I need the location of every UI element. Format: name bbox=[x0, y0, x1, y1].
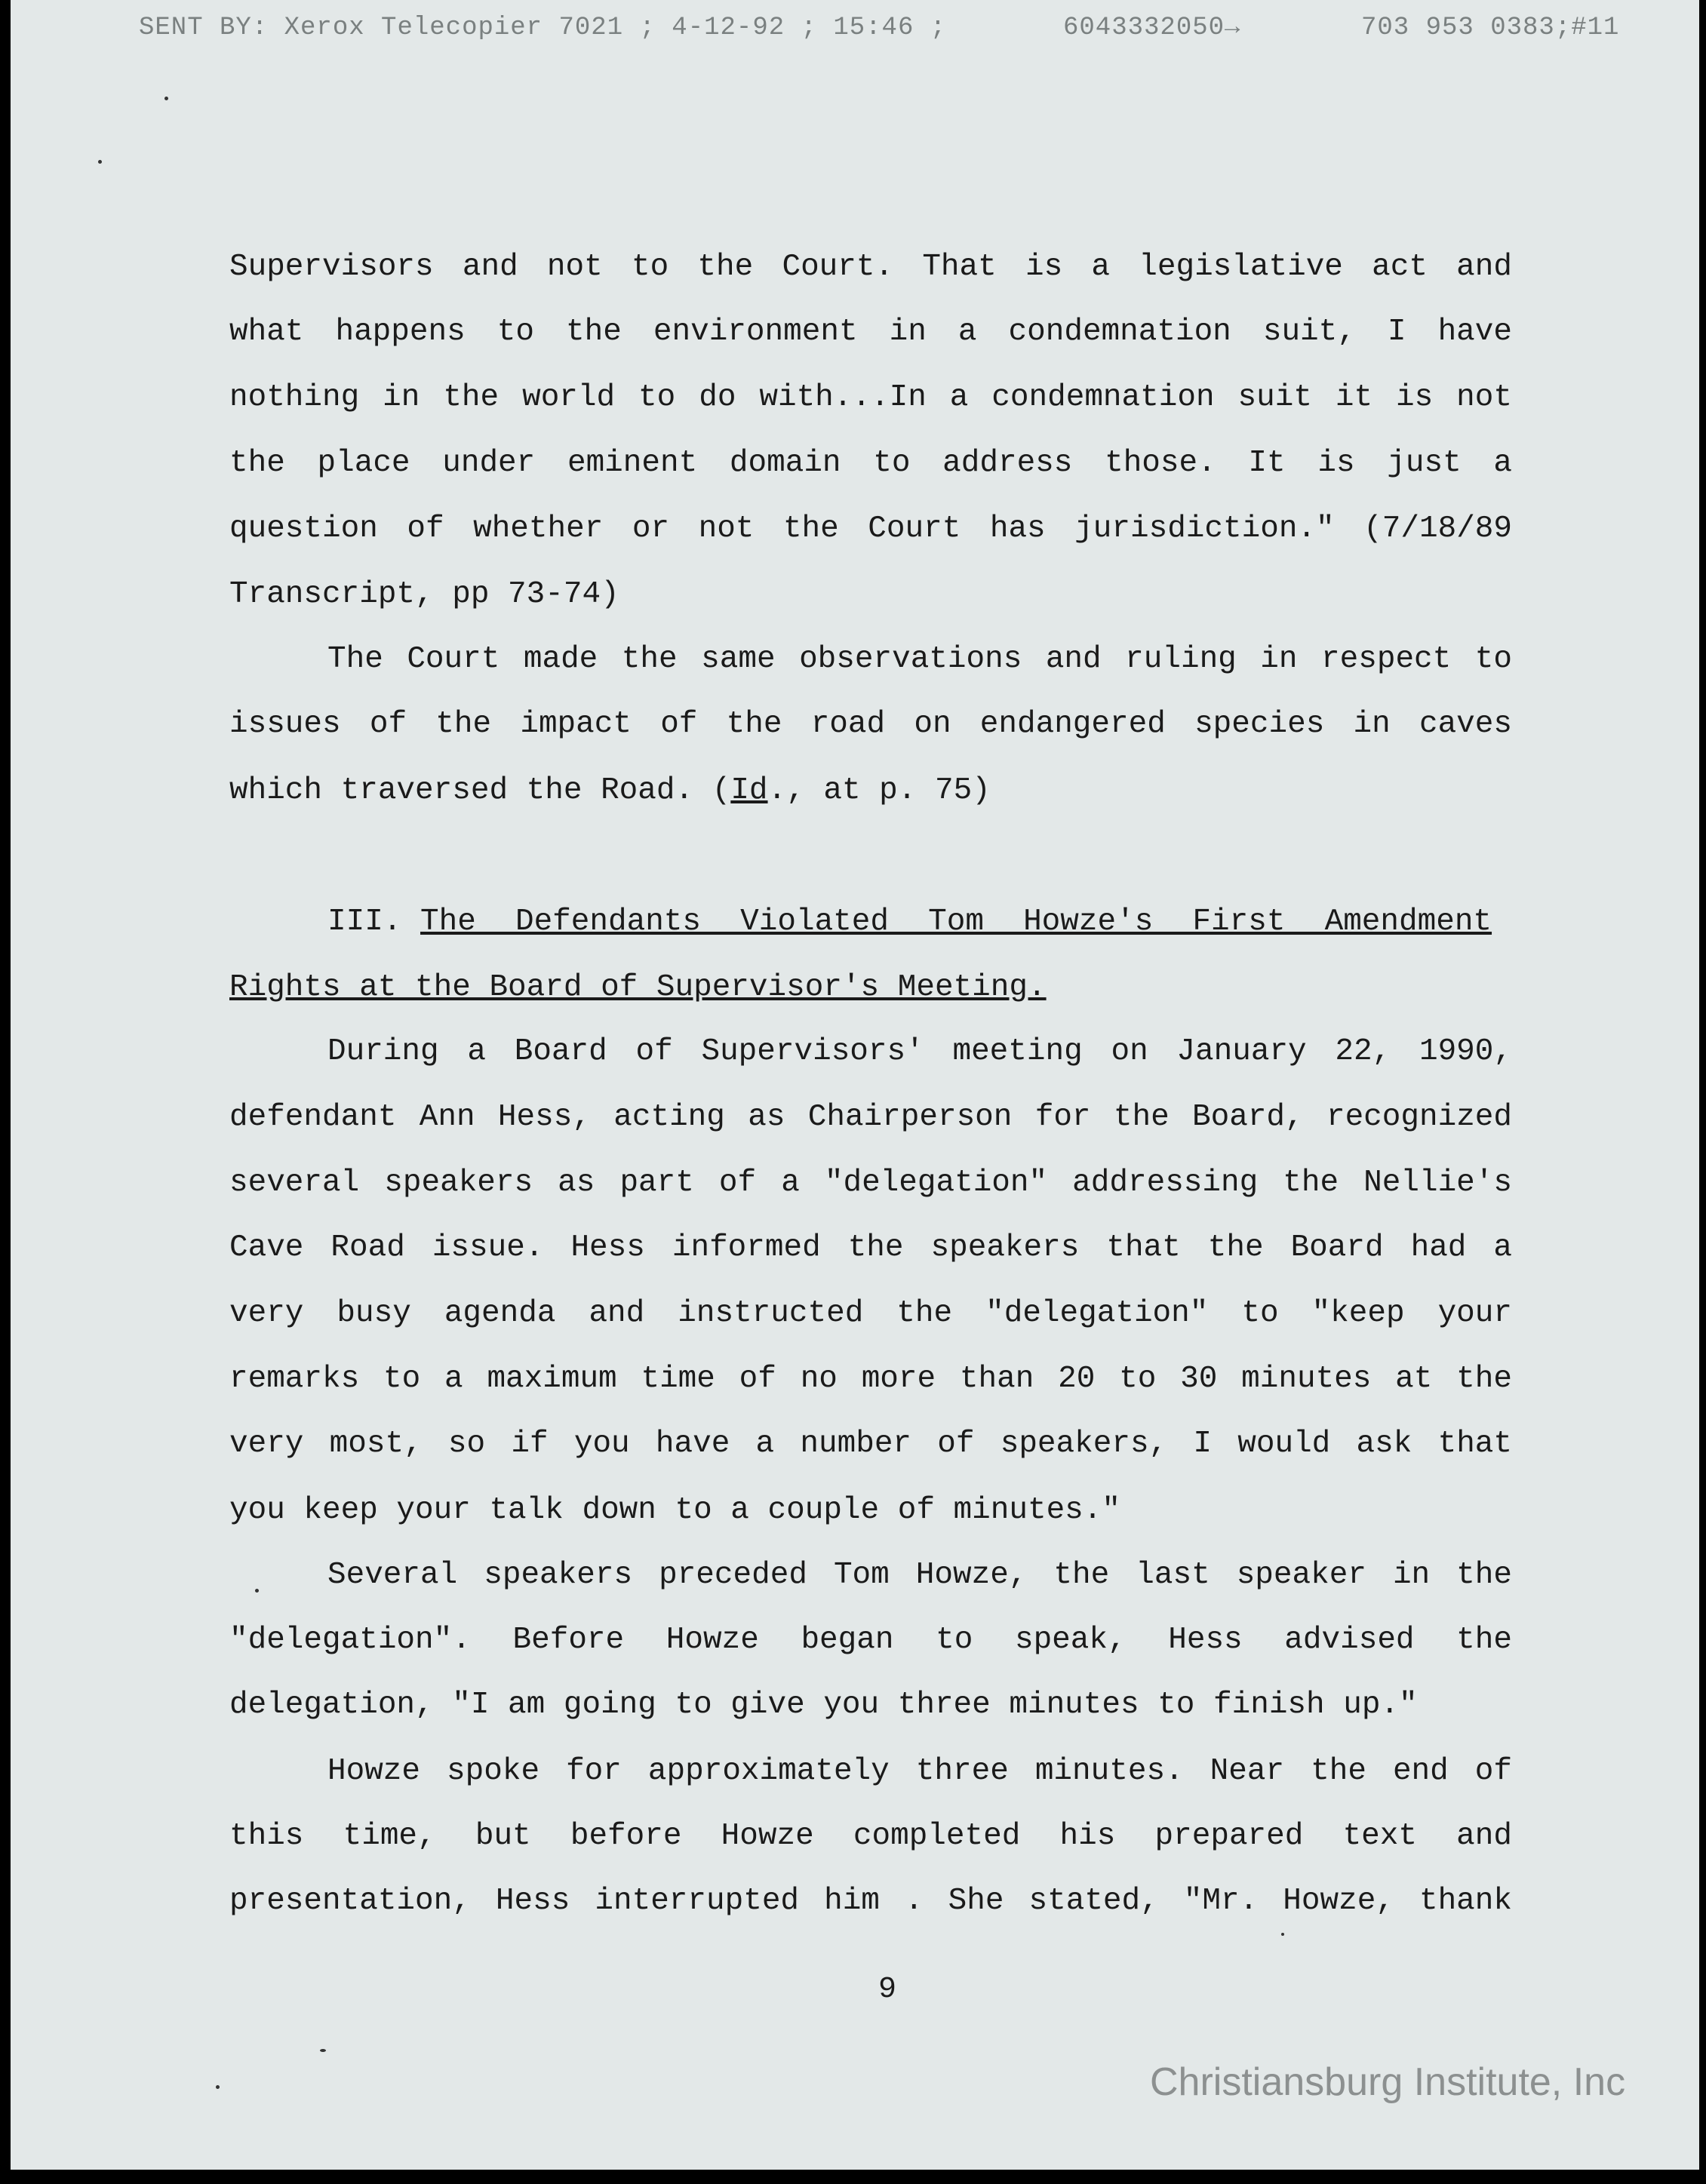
paragraph-3-line: very most, so if you have a number of speakers, I would ask that bbox=[229, 1427, 1512, 1461]
document-page bbox=[11, 0, 1699, 2170]
paragraph-2-text: ., at p. 75) bbox=[767, 773, 991, 808]
fax-header-left: SENT BY: Xerox Telecopier 7021 ; 4-12-92 ; 15:46 ; bbox=[139, 14, 947, 42]
paragraph-4-line: delegation, "I am going to give you three minutes to finish up." bbox=[229, 1688, 1418, 1722]
fax-header-page: 703 953 0383;#11 bbox=[1361, 14, 1620, 42]
paragraph-2-line: The Court made the same observations and ruling in respect to bbox=[327, 642, 1512, 677]
paragraph-1-line: what happens to the environment in a condemnation suit, I have bbox=[229, 315, 1512, 349]
paragraph-2-line: issues of the impact of the road on endangered species in caves bbox=[229, 707, 1512, 742]
fax-header bbox=[11, 14, 1699, 44]
paragraph-4-line: Several speakers preceded Tom Howze, the last speaker in the bbox=[327, 1558, 1512, 1593]
paragraph-1-line: Transcript, pp 73-74) bbox=[229, 577, 619, 612]
scan-speck bbox=[164, 97, 168, 100]
paragraph-2-last-line bbox=[229, 771, 1512, 810]
section-number: III. bbox=[327, 905, 402, 939]
paragraph-1-line: Supervisors and not to the Court. That is a legislative act and bbox=[229, 250, 1512, 284]
scan-speck bbox=[1281, 1933, 1284, 1936]
page-number: 9 bbox=[878, 1973, 897, 2007]
paragraph-1-line: question of whether or not the Court has jurisdiction." (7/18/89 bbox=[229, 511, 1512, 546]
paragraph-3-line: During a Board of Supervisors' meeting on January 22, 1990, bbox=[327, 1034, 1512, 1069]
paragraph-1-line: the place under eminent domain to address those. It is just a bbox=[229, 446, 1512, 481]
scan-speck bbox=[98, 160, 102, 164]
section-heading-line-2: Rights at the Board of Supervisor's Meeting. bbox=[229, 970, 1047, 1005]
watermark: Christiansburg Institute, Inc bbox=[1150, 2060, 1626, 2104]
scan-speck bbox=[255, 1589, 259, 1593]
paragraph-3-line: you keep your talk down to a couple of minutes." bbox=[229, 1493, 1120, 1528]
paragraph-5-line: presentation, Hess interrupted him . She stated, "Mr. Howze, thank bbox=[229, 1884, 1512, 1918]
paragraph-5-line: this time, but before Howze completed his prepared text and bbox=[229, 1819, 1512, 1854]
paragraph-1-line: nothing in the world to do with...In a condemnation suit it is not bbox=[229, 380, 1512, 415]
section-heading-line-1 bbox=[327, 902, 1514, 941]
paragraph-5-line: Howze spoke for approximately three minutes. Near the end of bbox=[327, 1754, 1512, 1789]
scan-speck bbox=[216, 2085, 220, 2089]
paragraph-3-line: defendant Ann Hess, acting as Chairperson for the Board, recognized bbox=[229, 1100, 1512, 1135]
paragraph-3-line: several speakers as part of a "delegation" addressing the Nellie's bbox=[229, 1166, 1512, 1200]
paragraph-3-line: very busy agenda and instructed the "delegation" to "keep your bbox=[229, 1296, 1512, 1331]
fax-header-number: 6043332050→ bbox=[1063, 14, 1241, 42]
paragraph-4-line: "delegation". Before Howze began to speak, Hess advised the bbox=[229, 1623, 1512, 1657]
paragraph-3-line: Cave Road issue. Hess informed the speakers that the Board had a bbox=[229, 1230, 1512, 1265]
section-title-part-1: The Defendants Violated Tom Howze's First Amendment bbox=[420, 905, 1492, 939]
paragraph-2-text: which traversed the Road. ( bbox=[229, 773, 731, 808]
scan-speck bbox=[320, 2049, 326, 2052]
citation-id: Id bbox=[730, 773, 768, 808]
paragraph-3-line: remarks to a maximum time of no more than 20 to 30 minutes at the bbox=[229, 1362, 1512, 1396]
